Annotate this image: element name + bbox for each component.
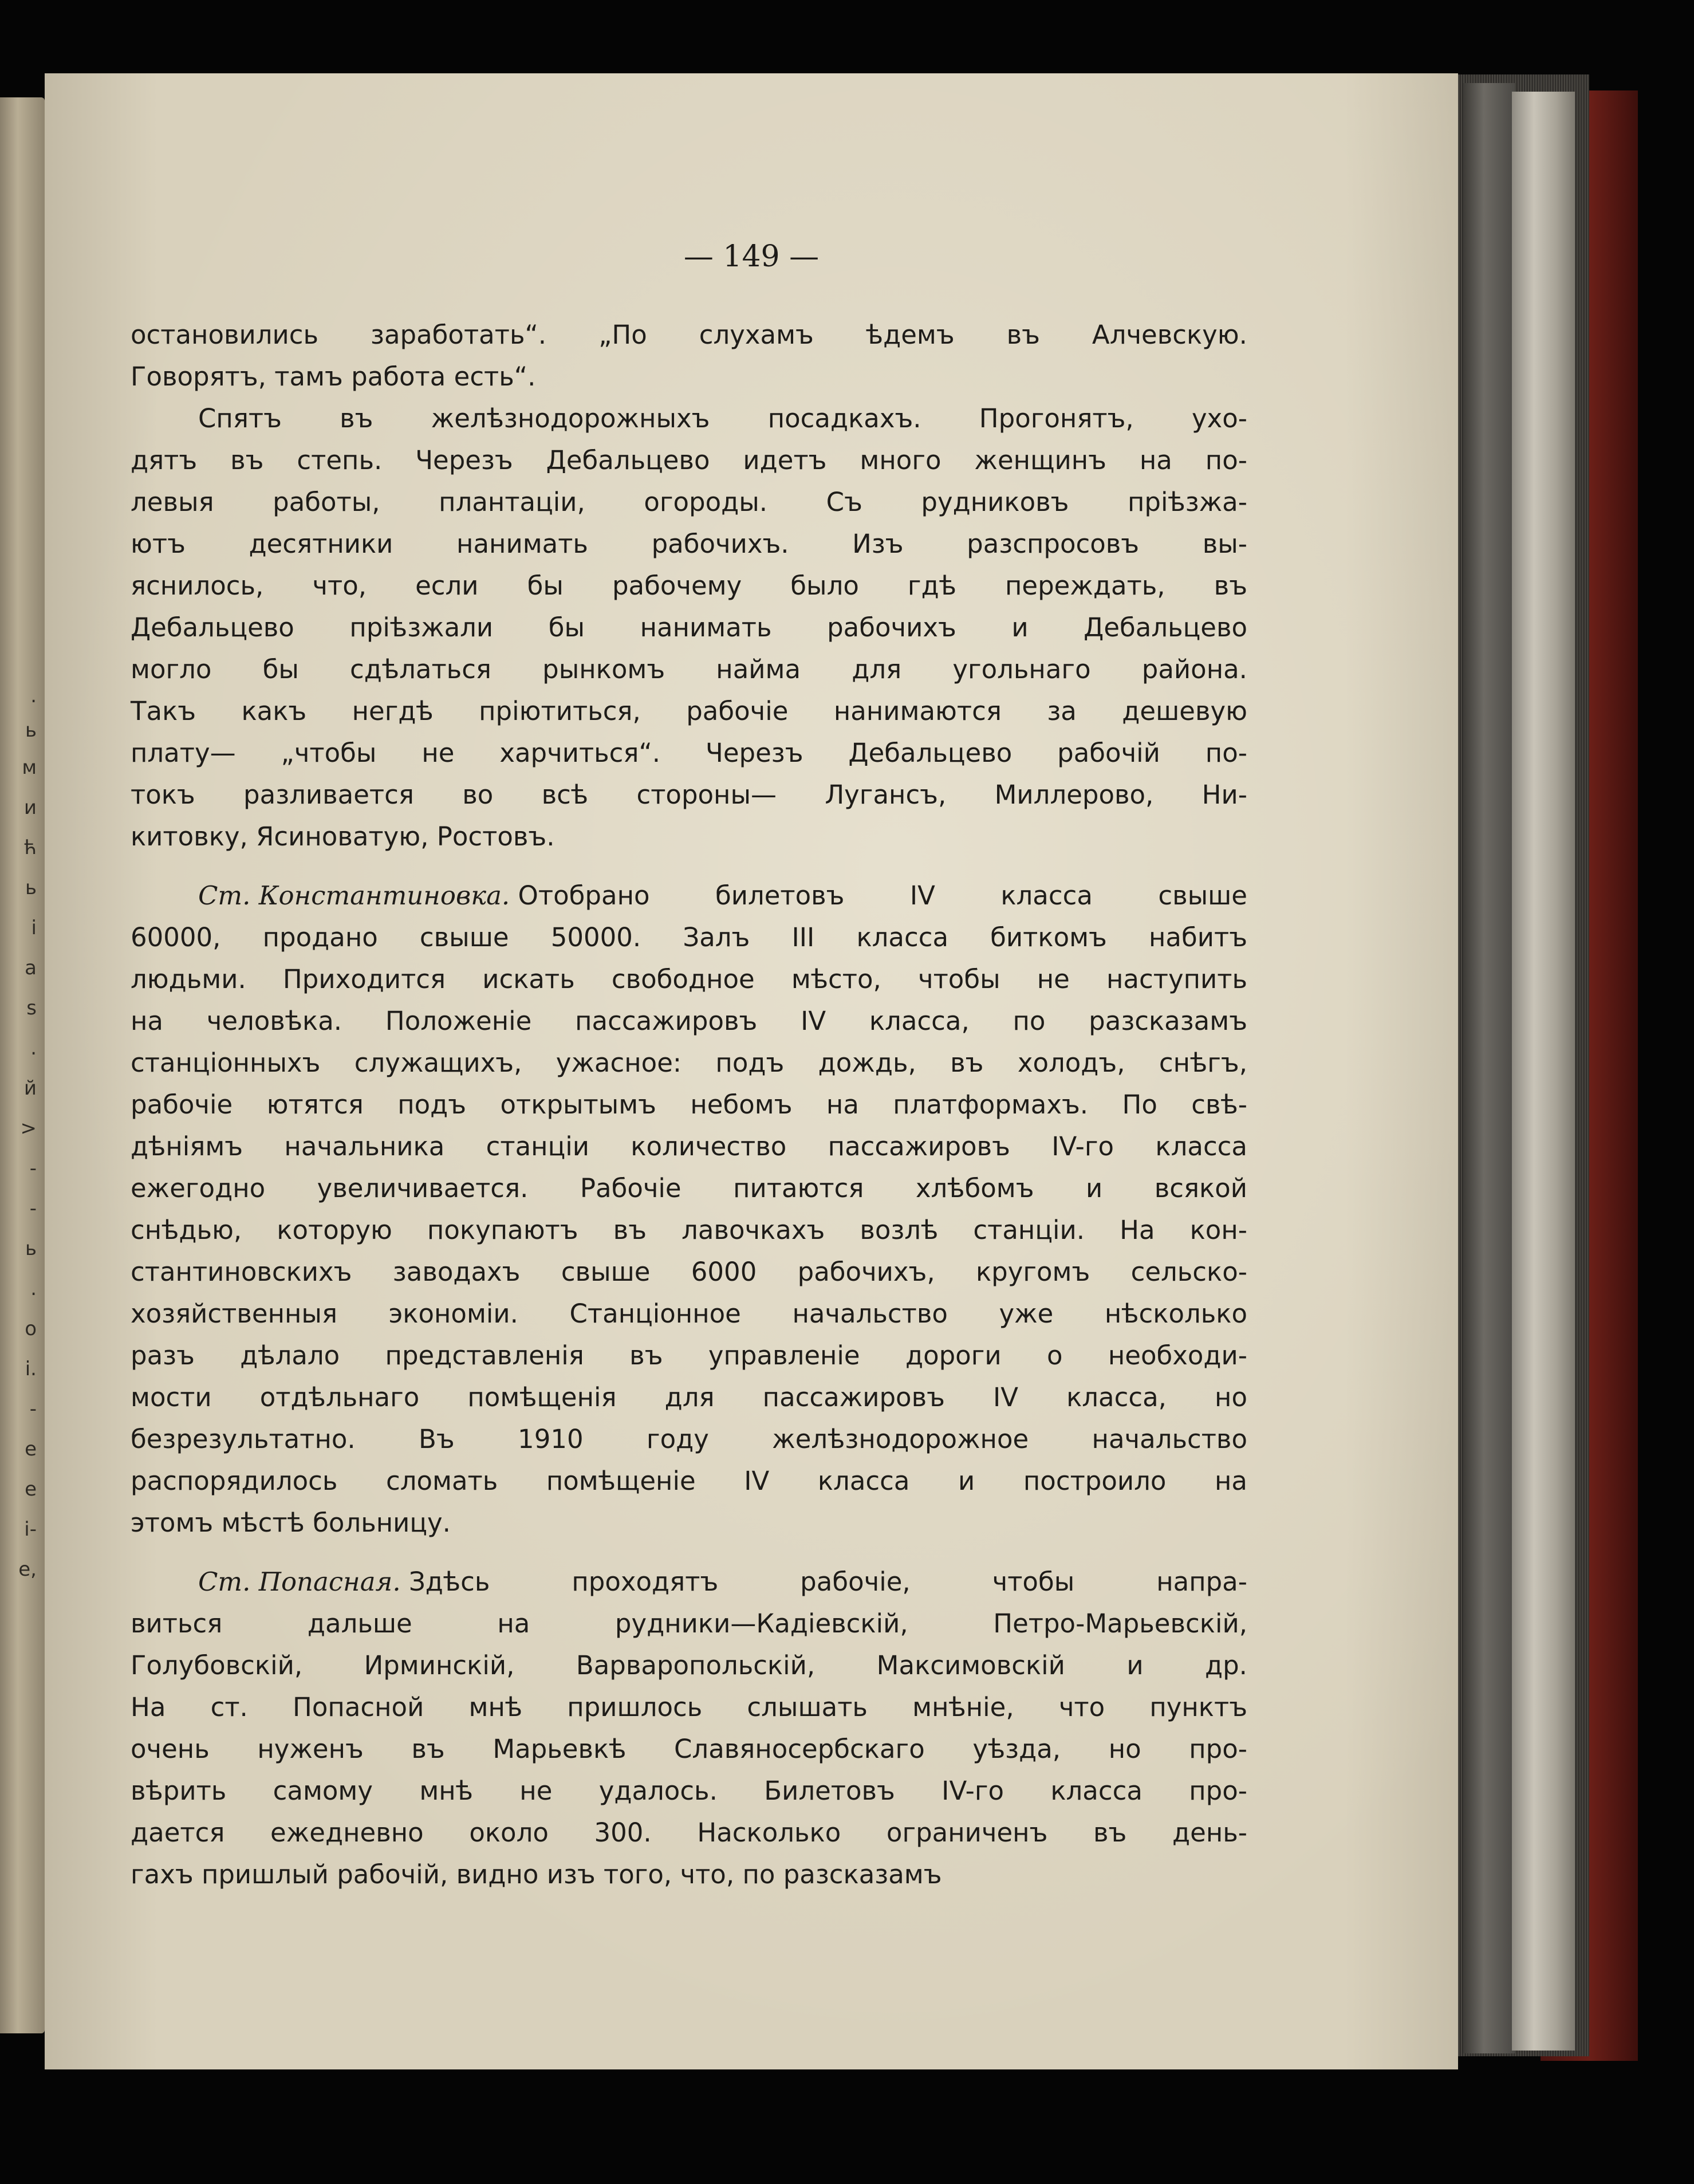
page-edges-shadow bbox=[1463, 83, 1515, 2053]
line-text: 60000, продано свыше 50000. Залъ III класса биткомъ набитъ bbox=[131, 922, 1247, 953]
book-page bbox=[45, 73, 1458, 2069]
line-text: снѣдью, которую покупаютъ въ лавочкахъ возлѣ станціи. На кон- bbox=[131, 1215, 1247, 1245]
paragraph-gap bbox=[131, 1544, 1247, 1561]
line-text: На ст. Попасной мнѣ пришлось слышать мнѣніе, что пунктъ bbox=[131, 1692, 1247, 1722]
left-page-fragment: . bbox=[30, 1277, 37, 1300]
text-line bbox=[131, 1042, 1247, 1084]
line-text: левыя работы, плантаціи, огороды. Съ рудниковъ пріѣзжа- bbox=[131, 487, 1247, 517]
left-page-fragment: - bbox=[29, 1157, 37, 1180]
text-line bbox=[131, 648, 1247, 690]
left-page-fragment: ь bbox=[25, 719, 37, 742]
line-text: рабочіе ютятся подъ открытымъ небомъ на платформахъ. По свѣ- bbox=[131, 1089, 1247, 1120]
line-text: ежегодно увеличивается. Рабочіе питаются хлѣбомъ и всякой bbox=[131, 1173, 1247, 1203]
line-text: станціонныхъ служащихъ, ужасное: подъ дождь, въ холодъ, снѣгъ, bbox=[131, 1048, 1247, 1078]
left-page-fragment: й bbox=[23, 1077, 37, 1100]
left-page-fragment: . bbox=[30, 1037, 37, 1060]
paragraph-gap bbox=[131, 857, 1247, 875]
page-text bbox=[131, 314, 1247, 1895]
line-text: вѣрить самому мнѣ не удалось. Билетовъ IV-го класса про- bbox=[131, 1776, 1247, 1806]
left-page-fragment: ь bbox=[25, 1237, 37, 1260]
left-page-fragment: ь bbox=[25, 876, 37, 899]
text-line bbox=[131, 1251, 1247, 1293]
text-line bbox=[131, 314, 1247, 356]
left-page-fragment: о bbox=[25, 1317, 37, 1340]
line-text: дятъ въ степь. Черезъ Дебальцево идетъ много женщинъ на по- bbox=[131, 445, 1247, 475]
line-text: хозяйственныя экономіи. Станціонное начальство уже нѣсколько bbox=[131, 1298, 1247, 1329]
left-page-fragment: е bbox=[25, 1438, 37, 1461]
line-text: стантиновскихъ заводахъ свыше 6000 рабочихъ, кругомъ сельско- bbox=[131, 1257, 1247, 1287]
text-line bbox=[131, 1561, 1247, 1603]
text-line bbox=[131, 1644, 1247, 1686]
text-line bbox=[131, 1854, 1247, 1895]
line-text: этомъ мѣстѣ больницу. bbox=[131, 1508, 451, 1538]
left-page-fragment: s bbox=[26, 997, 37, 1020]
line-text: могло бы сдѣлаться рынкомъ найма для угольнаго района. bbox=[131, 654, 1247, 684]
text-line bbox=[131, 916, 1247, 958]
text-line bbox=[131, 398, 1247, 439]
text-line bbox=[131, 607, 1247, 648]
left-page-fragment: е bbox=[25, 1478, 37, 1501]
text-line bbox=[131, 523, 1247, 565]
left-page-fragments bbox=[0, 97, 45, 2033]
station-name: Ст. Константиновка. bbox=[198, 880, 510, 911]
line-text: яснилось, что, если бы рабочему было гдѣ переждать, въ bbox=[131, 570, 1247, 601]
text-line bbox=[131, 1460, 1247, 1502]
text-line bbox=[131, 1000, 1247, 1042]
text-line bbox=[131, 1376, 1247, 1418]
line-text: виться дальше на рудники—Кадіевскій, Петро-Марьевскій, bbox=[131, 1608, 1247, 1639]
line-text: безрезультатно. Въ 1910 году желѣзнодорожное начальство bbox=[131, 1424, 1247, 1454]
left-page-fragment: - bbox=[29, 1197, 37, 1220]
left-page-fragment: і. bbox=[25, 1357, 37, 1380]
line-text: токъ разливается во всѣ стороны— Лугансъ, Миллерово, Ни- bbox=[131, 780, 1247, 810]
text-line bbox=[131, 1084, 1247, 1126]
text-line bbox=[131, 816, 1247, 857]
line-text: очень нуженъ въ Марьевкѣ Славяносербскаго уѣзда, но про- bbox=[131, 1734, 1247, 1764]
text-line bbox=[131, 565, 1247, 607]
line-text: распорядилось сломать помѣщеніе IV класса и построило на bbox=[131, 1466, 1247, 1496]
text-line bbox=[131, 774, 1247, 816]
left-page-fragment: е, bbox=[18, 1558, 37, 1581]
paragraph-p3 bbox=[131, 875, 1247, 1544]
left-page-fragment: і- bbox=[24, 1518, 37, 1541]
paragraph-p1 bbox=[131, 314, 1247, 398]
text-line bbox=[131, 875, 1247, 916]
text-line bbox=[131, 1770, 1247, 1812]
left-page-fragment: и bbox=[23, 796, 37, 819]
line-text: разъ дѣлало представленія въ управленіе дороги о необходи- bbox=[131, 1340, 1247, 1371]
line-text: дается ежедневно около 300. Насколько ограниченъ въ день- bbox=[131, 1817, 1247, 1848]
line-text: гахъ пришлый рабочій, видно изъ того, что, по разсказамъ bbox=[131, 1859, 942, 1890]
text-line bbox=[131, 732, 1247, 774]
text-line bbox=[131, 690, 1247, 732]
line-text: людьми. Приходится искать свободное мѣсто, чтобы не наступить bbox=[131, 964, 1247, 994]
left-page-fragment: > bbox=[20, 1117, 37, 1140]
line-text: мости отдѣльнаго помѣщенія для пассажировъ IV класса, но bbox=[131, 1382, 1247, 1412]
text-line bbox=[131, 1603, 1247, 1644]
line-text: на человѣка. Положеніе пассажировъ IV класса, по разсказамъ bbox=[131, 1006, 1247, 1036]
line-text: плату— „чтобы не харчиться“. Черезъ Дебальцево рабочій по- bbox=[131, 738, 1247, 768]
text-line bbox=[131, 481, 1247, 523]
text-line bbox=[131, 1293, 1247, 1335]
page-edges-light bbox=[1512, 92, 1575, 2051]
left-page-fragment: а bbox=[25, 957, 37, 979]
line-text: Дебальцево пріѣзжали бы нанимать рабочихъ и Дебальцево bbox=[131, 612, 1247, 643]
text-line bbox=[131, 1335, 1247, 1376]
left-page-fragment: . bbox=[30, 684, 37, 707]
left-page-fragment: - bbox=[29, 1398, 37, 1420]
text-line bbox=[131, 1812, 1247, 1854]
line-text: дѣніямъ начальника станціи количество пассажировъ IV-го класса bbox=[131, 1131, 1247, 1162]
paragraph-p4 bbox=[131, 1561, 1247, 1895]
left-page-fragment: і bbox=[31, 916, 37, 939]
line-text: Отобрано билетовъ IV класса свыше bbox=[518, 880, 1247, 911]
line-text: Такъ какъ негдѣ пріютиться, рабочіе нанимаются за дешевую bbox=[131, 696, 1247, 726]
line-text: Голубовскій, Ирминскій, Варваропольскій, Максимовскій и др. bbox=[131, 1650, 1247, 1681]
text-line bbox=[131, 1502, 1247, 1544]
left-page-fragment: м bbox=[22, 756, 37, 779]
text-line bbox=[131, 356, 1247, 398]
left-page-fragment: ћ bbox=[23, 836, 37, 859]
left-page-edge bbox=[0, 97, 45, 2033]
text-line bbox=[131, 1728, 1247, 1770]
text-line bbox=[131, 958, 1247, 1000]
text-line bbox=[131, 1126, 1247, 1167]
paragraph-p2 bbox=[131, 398, 1247, 857]
text-line bbox=[131, 1418, 1247, 1460]
text-line bbox=[131, 1209, 1247, 1251]
station-name: Ст. Попасная. bbox=[198, 1567, 401, 1597]
text-line bbox=[131, 439, 1247, 481]
line-text: Спятъ въ желѣзнодорожныхъ посадкахъ. Прогонятъ, ухо- bbox=[198, 403, 1247, 434]
line-text: Говорятъ, тамъ работа есть“. bbox=[131, 361, 536, 392]
line-text: китовку, Ясиноватую, Ростовъ. bbox=[131, 821, 555, 852]
line-text: Здѣсь проходятъ рабочіе, чтобы напра- bbox=[408, 1567, 1247, 1597]
line-text: остановились заработать“. „По слухамъ ѣдемъ въ Алчевскую. bbox=[131, 320, 1247, 350]
text-line bbox=[131, 1167, 1247, 1209]
line-text: ютъ десятники нанимать рабочихъ. Изъ разспросовъ вы- bbox=[131, 529, 1247, 559]
text-line bbox=[131, 1686, 1247, 1728]
page-number: — 149 — bbox=[683, 239, 820, 274]
